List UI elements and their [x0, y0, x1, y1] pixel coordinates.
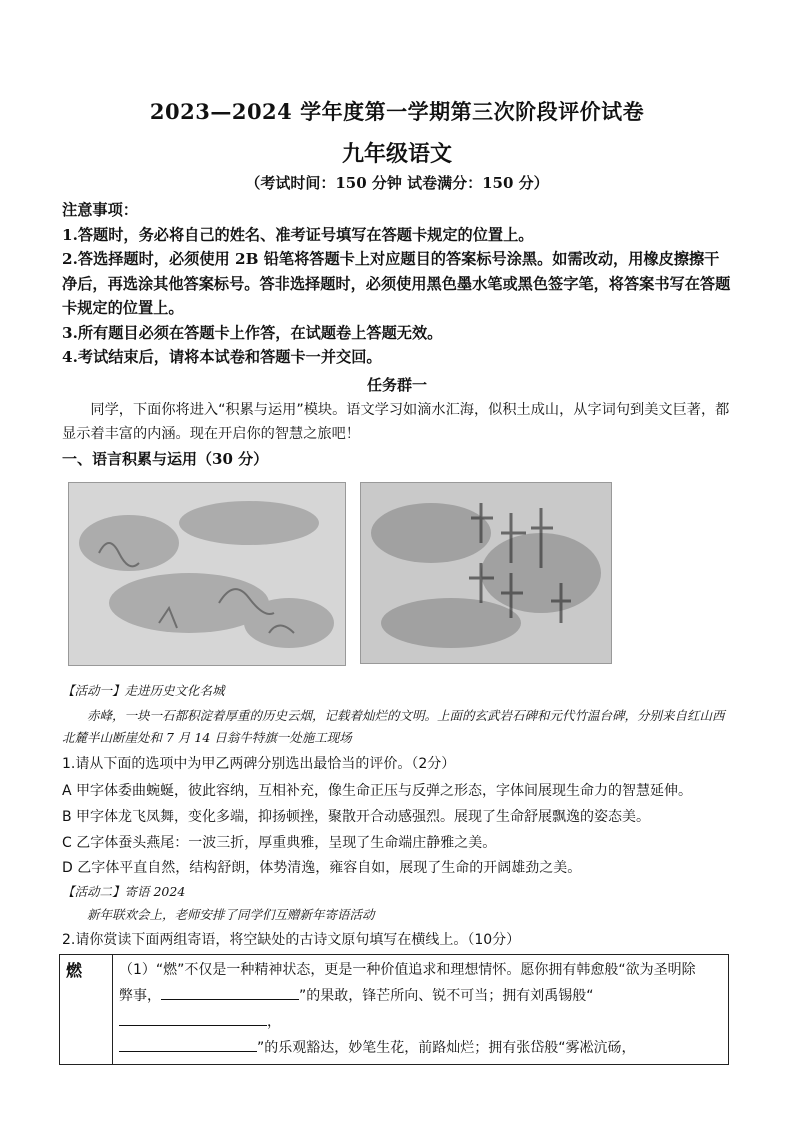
exam-info: （考试时间：150 分钟 试卷满分：150 分） — [245, 174, 549, 192]
question2-line2 — [119, 983, 722, 1035]
notice-heading: 注意事项： — [62, 201, 138, 219]
notice-section — [62, 198, 732, 370]
part1-heading: 一、语言积累与运用（30 分） — [62, 450, 269, 468]
question1-option-a: A 甲字体委曲蜿蜒，彼此容纳，互相补充，像生命正压与反弹之形态，字体间展现生命力的智慧延伸。 — [62, 783, 693, 799]
activity2-label: 【活动二】寄语 2024 — [62, 884, 186, 899]
row-content — [113, 955, 729, 1065]
answer-table — [59, 954, 729, 1065]
question2-line3b: ”的乐观豁达，妙笔生花，前路灿烂；拥有张岱般“雾凇沆砀， — [257, 1040, 636, 1056]
notice-item: 1.答题时，务必将自己的姓名、准考证号填写在答题卡规定的位置上。 — [62, 225, 534, 244]
stele-rubbing-image-yi — [360, 482, 612, 664]
subject-title: 九年级语文 — [341, 141, 452, 167]
question1-option-b: B 甲字体龙飞凤舞，变化多端，抑扬顿挫，聚散开合动感强烈。展现了生命舒展飘逸的姿态美。 — [62, 809, 651, 825]
table-row — [60, 955, 729, 1065]
question2-stem: 2.请你赏读下面两组寄语，将空缺处的古诗文原句填写在横线上。（10分） — [62, 932, 521, 948]
answer-blank[interactable] — [119, 1035, 257, 1052]
activity1-text: 赤峰，一块一石都积淀着厚重的历史云烟，记载着灿烂的文明。上面的玄武岩石碑和元代竹温台碑，分别来自红山西北麓半山断崖处和 7 月 14 日翁牛特旗一处施工现场 — [62, 708, 725, 745]
question1-option-d: D 乙字体平直自然，结构舒朗，体势清逸，雍容自如，展现了生命的开阔雄劲之美。 — [62, 860, 582, 876]
question1-stem: 1.请从下面的选项中为甲乙两碑分别选出最恰当的评价。（2分） — [62, 756, 456, 772]
notice-item: 3.所有题目必须在答题卡上作答，在试题卷上答题无效。 — [62, 323, 443, 342]
activity2-text: 新年联欢会上，老师安排了同学们互赠新年寄语活动 — [87, 907, 375, 922]
answer-blank[interactable] — [119, 1009, 267, 1026]
activity1-label: 【活动一】走进历史文化名城 — [62, 683, 225, 698]
notice-item: 2.答选择题时，必须使用 2B 铅笔将答题卡上对应题目的答案标号涂黑。如需改动，用橡皮擦擦干净后，再选涂其他答案标号。答非选择题时，必须使用黑色墨水笔或黑色签字笔，将答案书写在答题卡规定的位置上。 — [62, 250, 731, 317]
task-group-title: 任务群一 — [366, 376, 427, 394]
exam-title: 2023—2024 学年度第一学期第三次阶段评价试卷 — [149, 99, 645, 124]
question2-line1: （1）“燃”不仅是一种精神状态，更是一种价值追求和理想情怀。愿你拥有韩愈般“欲为圣明除 — [119, 962, 696, 978]
question2-line2a: 弊事， — [119, 988, 161, 1004]
task-group-intro: 同学，下面你将进入“积累与运用”模块。语文学习如滴水汇海，似积土成山，从字词句到美文巨著，都显示着丰富的内涵。现在开启你的智慧之旅吧！ — [62, 402, 730, 442]
question2-line2b: ”的果敢，锋芒所向、锐不可当；拥有刘禹锡般“ — [299, 988, 594, 1004]
row-label: 燃 — [60, 955, 113, 1065]
answer-blank[interactable] — [161, 983, 299, 1000]
notice-item: 4.考试结束后，请将本试卷和答题卡一并交回。 — [62, 348, 382, 366]
question2-line3 — [119, 1035, 722, 1061]
stele-rubbing-image-jia — [68, 482, 346, 666]
question1-option-c: C 乙字体蚕头燕尾：一波三折，厚重典雅，呈现了生命端庄静雅之美。 — [62, 835, 497, 851]
question2-line2c: ， — [267, 1014, 281, 1030]
